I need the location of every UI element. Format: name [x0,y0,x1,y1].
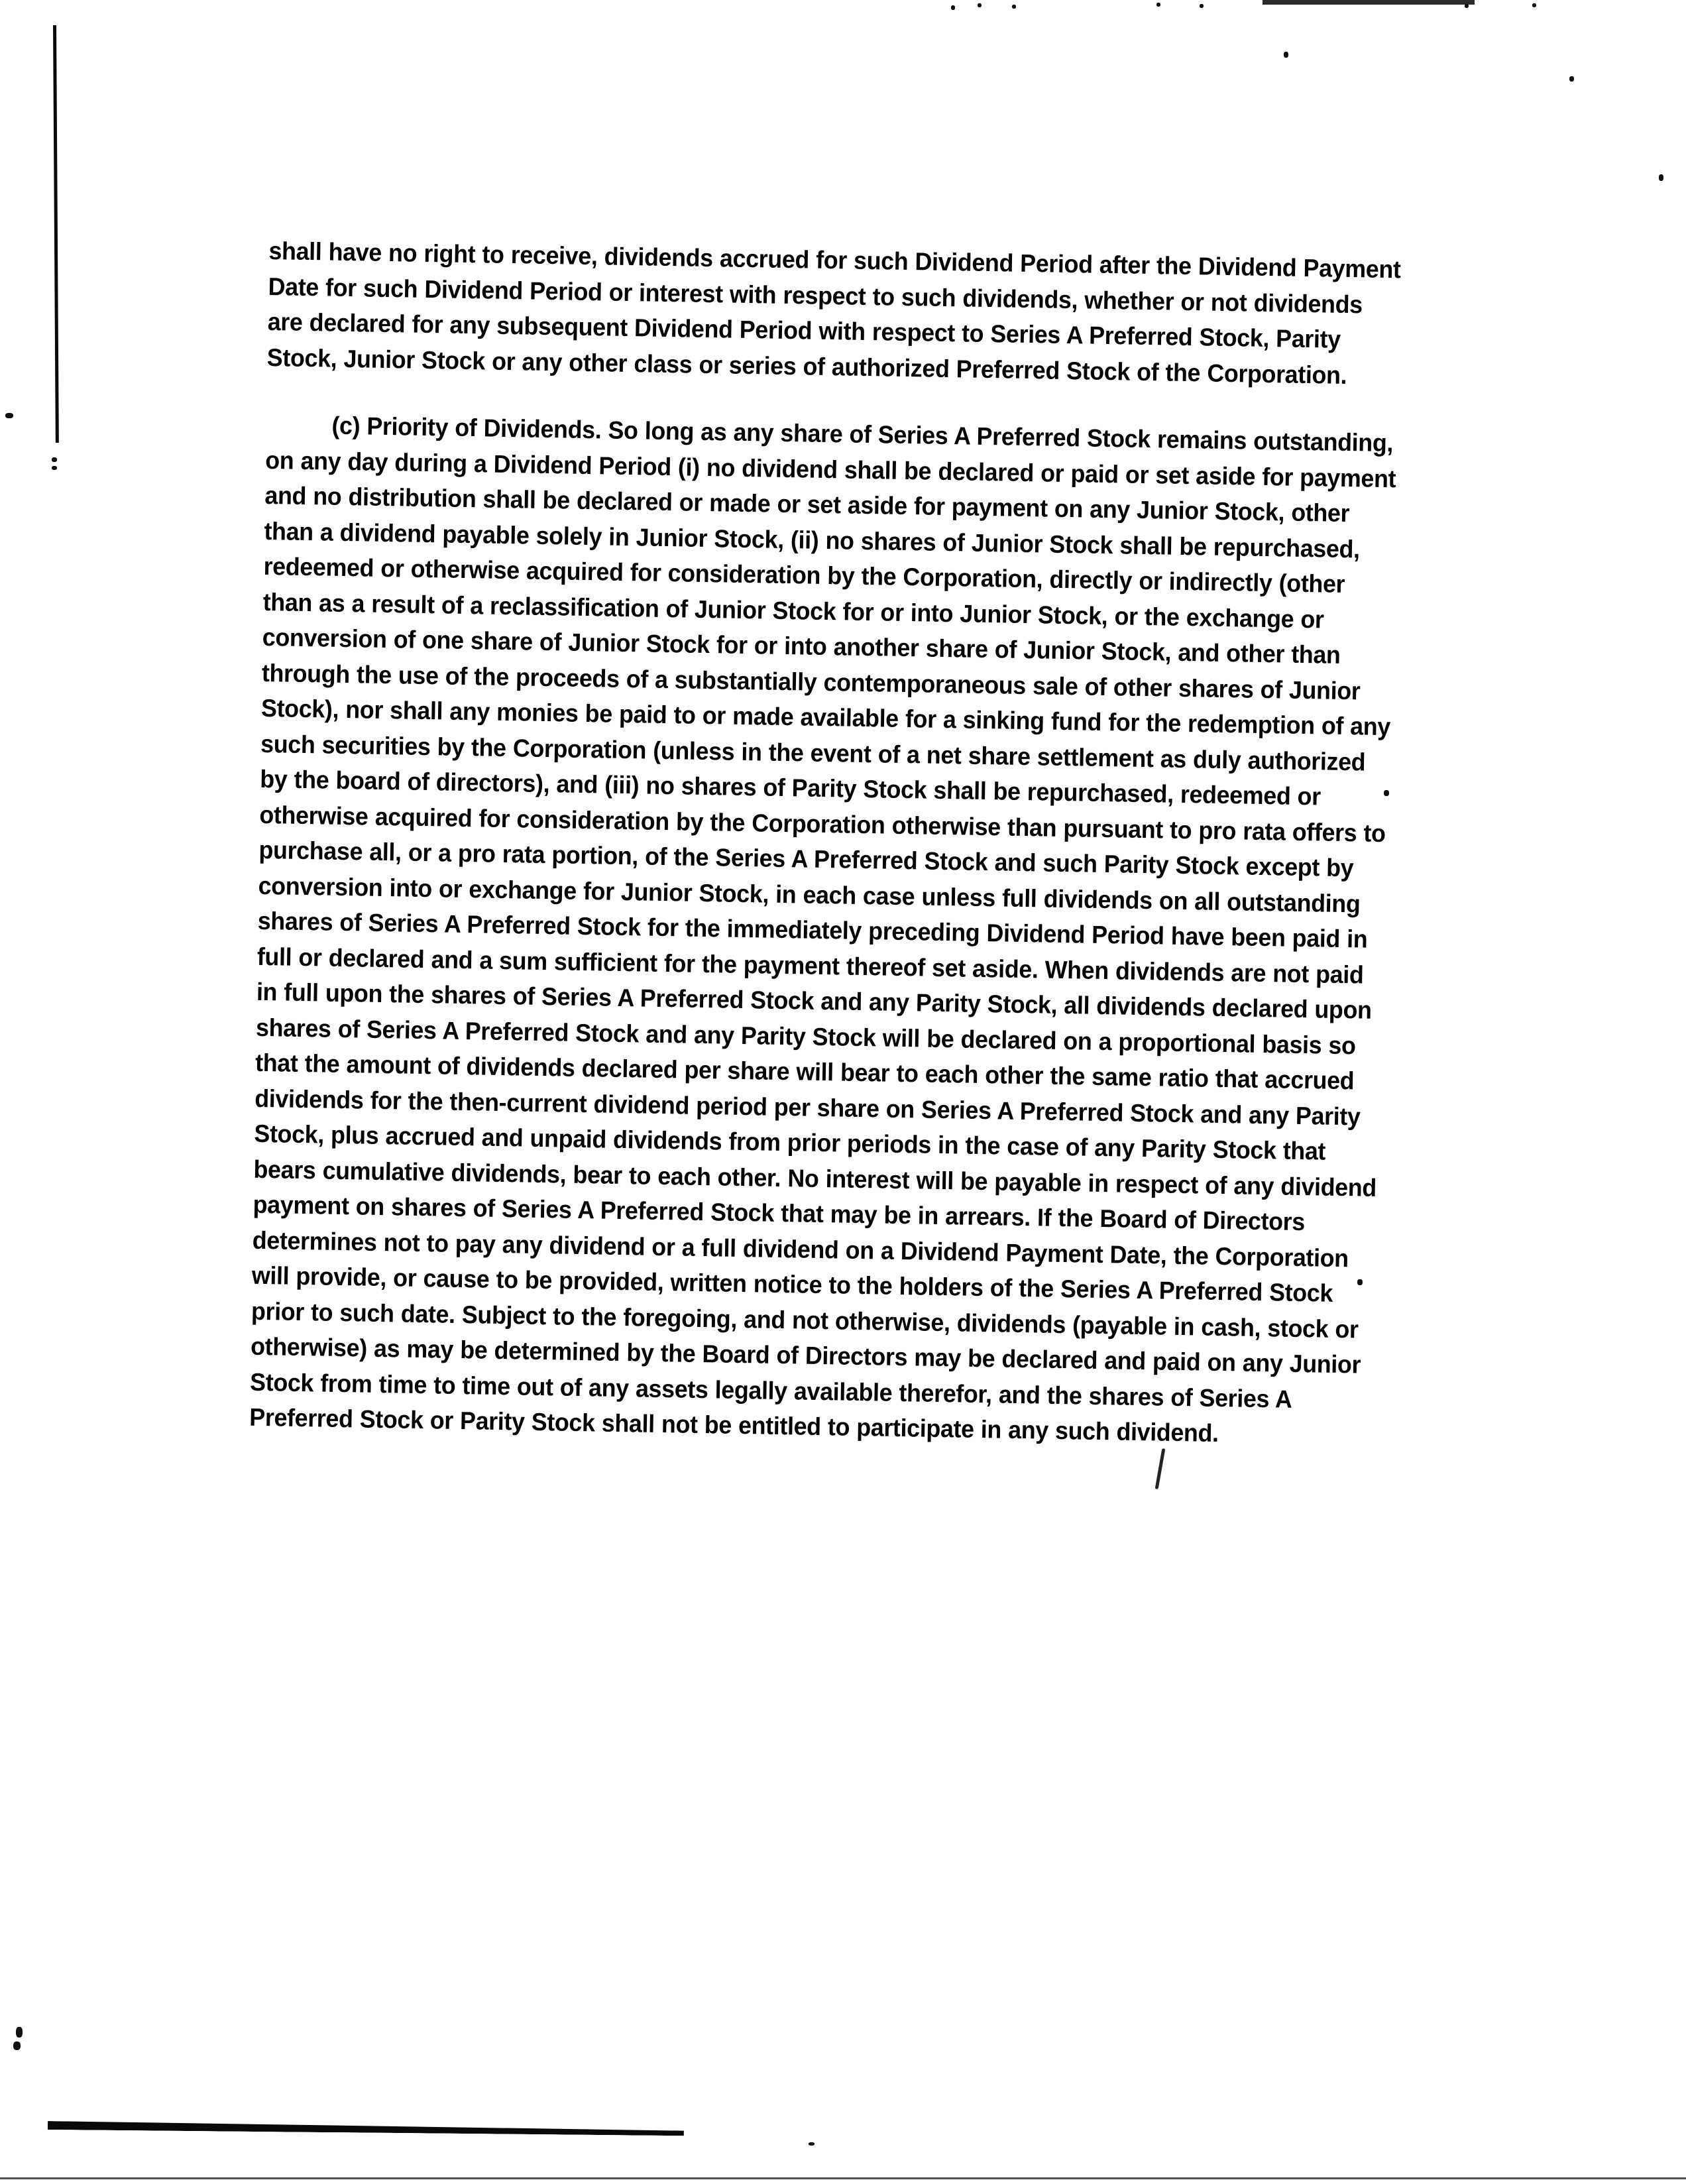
document-text-body [249,233,1455,1455]
scan-speck [5,413,13,418]
paragraph-continuation-text: shall have no right to receive, dividends accrued for such Dividend Period after the Dividend Payment Date for such Dividend Period or interest with respect to such dividends, whether or not dividends are declared for any subsequent Dividend Period with respect to Series A Preferred Stock, Parity Stock, Junior Stock or any other class or series of authorized Preferred Stock of the Corporation. [266,236,1401,389]
paragraph-priority-of-dividends [249,407,1399,1454]
scan-speck [1532,3,1536,7]
scan-speck [809,2142,815,2146]
scan-speck [1465,4,1469,8]
scan-speck [13,2041,21,2050]
bottom-edge-scan-artifact [0,2177,1686,2179]
scan-speck [1569,76,1574,82]
left-scan-edge-line-artifact [53,25,59,443]
pen-stroke-artifact [1155,1448,1166,1489]
scan-speck [1156,3,1160,7]
scan-speck [52,457,57,462]
scan-speck [1200,4,1204,8]
top-edge-smudge-artifact [1263,0,1475,5]
scan-speck [1384,790,1389,796]
paragraph-priority-of-dividends-text: So long as any share of Series A Preferred Stock remains outstanding, on any day during a Dividend Period (i) no dividend shall be declared or paid or set aside for payment and no distribution shall be declared or made or set aside for payment on any Junior Stock, other than a dividend payable solely in Junior Stock, (ii) no shares of Junior Stock shall be repurchased, redeemed or otherwise acquired for consideration by the Corporation, directly or indirectly (other than as a result of a reclassification of Junior Stock for or into Junior Stock, or the exchange or conversion of one share of Junior Stock for or into another share of Junior Stock, and other than through the use of the proceeds of a substantially contemporaneous sale of other shares of Junior Stock), nor shall any monies be paid to or made available for a sinking fund for the redemption of any such securities by the Corporation (unless in the event of a net share settlement as duly authorized by the board of directors), and (iii) no shares of Parity Stock shall be repurchased, redeemed or otherwise acquired for consideration by the Corporation otherwise than pursuant to pro rata offers to purchase all, or a pro rata portion, of the Series A Preferred Stock and such Parity Stock except by conversion into or exchange for Junior Stock, in each case unless full dividends on all outstanding shares of Series A Preferred Stock for the immediately preceding Dividend Period have been paid in full or declared and a sum sufficient for the payment thereof set aside. When dividends are not paid in full upon the shares of Series A Preferred Stock and any Parity Stock, all dividends declared upon shares of Series A Preferred Stock and any Parity Stock will be declared on a proportional basis so that the amount of dividends declared per share will bear to each other the same ratio that accrued dividends for the then-current dividend period per share on Series A Preferred Stock and any Parity Stock, plus accrued and unpaid dividends from prior periods in the case of any Parity Stock that bears cumulative dividends, bear to each other. No interest will be payable in respect of any dividend payment on shares of Series A Preferred Stock that may be in arrears. If the Board of Directors determines not to pay any dividend or a full dividend on a Dividend Payment Date, the Corporation will provide, or cause to be provided, written notice to the holders of the Series A Preferred Stock prior to such date. Subject to the foregoing, and not otherwise, dividends (payable in cash, stock or otherwise) as may be determined by the Board of Directors may be declared and paid on any Junior Stock from time to time out of any assets legally available therefor, and the shares of Series A Preferred Stock or Parity Stock shall not be entitled to participate in any such dividend. [249,416,1396,1447]
scan-speck [1284,52,1288,58]
scan-speck [1012,5,1016,9]
scan-speck [978,3,982,7]
scan-speck [1659,174,1663,181]
scan-speck [1357,1279,1363,1285]
paragraph-continuation [266,233,1402,394]
scan-speck [52,466,57,470]
bottom-black-rule-artifact [48,2121,684,2136]
scan-speck [951,5,955,10]
paragraph-priority-of-dividends-label: (c) Priority of Dividends. [331,411,602,444]
scan-speck [16,2027,23,2038]
